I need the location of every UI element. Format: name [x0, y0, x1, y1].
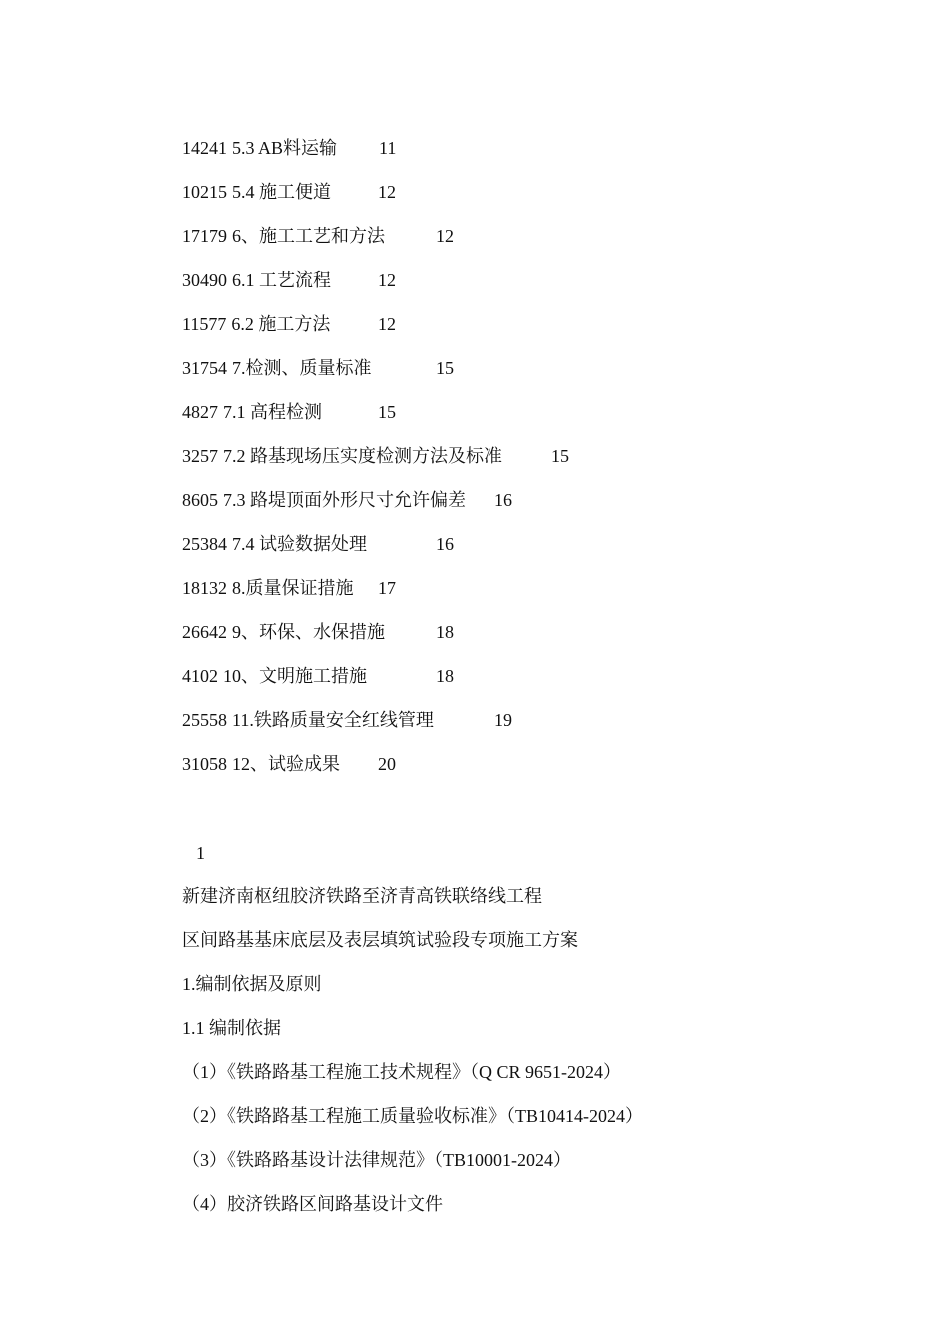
toc-page-number: 17 — [378, 578, 396, 598]
reference-item: （1）《铁路路基工程施工技术规程》（Q CR 9651-2024） — [182, 1062, 622, 1082]
toc-entry — [182, 135, 397, 161]
toc-page-number: 15 — [378, 402, 396, 422]
reference-item: （3）《铁路路基设计法律规范》（TB10001-2024） — [182, 1150, 571, 1170]
toc-entry — [182, 575, 396, 601]
document-title: 区间路基基床底层及表层填筑试验段专项施工方案 — [182, 930, 578, 950]
toc-page-number: 16 — [436, 534, 454, 554]
toc-entry — [182, 223, 454, 249]
toc-entry — [182, 443, 569, 469]
toc-page-number: 12 — [378, 314, 396, 334]
toc-code: 25558 — [182, 710, 227, 730]
subsection-heading: 1.1 编制依据 — [182, 1018, 281, 1038]
project-title: 新建济南枢纽胶济铁路至济青高铁联络线工程 — [182, 886, 542, 906]
toc-entry — [182, 267, 396, 293]
toc-title: 12、试验成果 — [232, 754, 340, 774]
toc-page-number: 16 — [494, 490, 512, 510]
toc-entry — [182, 179, 396, 205]
toc-entry — [182, 355, 454, 381]
toc-page-number: 12 — [436, 226, 454, 246]
toc-code: 3257 — [182, 446, 218, 466]
toc-code: 4102 — [182, 666, 218, 686]
toc-page-number: 19 — [494, 710, 512, 730]
toc-code: 8605 — [182, 490, 218, 510]
reference-item: （4）胶济铁路区间路基设计文件 — [182, 1194, 443, 1214]
toc-entry — [182, 619, 454, 645]
toc-title: 5.3 AB料运输 — [232, 138, 338, 158]
toc-code: 18132 — [182, 578, 227, 598]
toc-title: 7.检测、质量标准 — [232, 358, 372, 378]
toc-entry — [182, 487, 512, 513]
toc-entry — [182, 663, 454, 689]
toc-code: 26642 — [182, 622, 227, 642]
toc-entry — [182, 531, 454, 557]
toc-title: 6、施工工艺和方法 — [232, 226, 385, 246]
toc-title: 7.3 路堤顶面外形尺寸允许偏差 — [223, 490, 466, 510]
toc-entry — [182, 399, 396, 425]
toc-code: 31754 — [182, 358, 227, 378]
page-number: 1 — [196, 843, 205, 863]
toc-title: 8.质量保证措施 — [232, 578, 354, 598]
toc-code: 10215 — [182, 182, 227, 202]
toc-title: 7.1 高程检测 — [223, 402, 322, 422]
reference-item: （2）《铁路路基工程施工质量验收标准》（TB10414-2024） — [182, 1106, 643, 1126]
toc-page-number: 15 — [436, 358, 454, 378]
toc-page-number: 11 — [379, 138, 397, 158]
toc-title: 11.铁路质量安全红线管理 — [232, 710, 434, 730]
toc-page-number: 12 — [378, 270, 396, 290]
toc-title: 7.2 路基现场压实度检测方法及标准 — [223, 446, 502, 466]
toc-title: 6.1 工艺流程 — [232, 270, 331, 290]
toc-code: 14241 — [182, 138, 227, 158]
toc-code: 17179 — [182, 226, 227, 246]
toc-title: 7.4 试验数据处理 — [232, 534, 367, 554]
toc-code: 25384 — [182, 534, 227, 554]
toc-code: 4827 — [182, 402, 218, 422]
section-heading: 1.编制依据及原则 — [182, 974, 322, 994]
toc-title: 10、文明施工措施 — [223, 666, 367, 686]
toc-page-number: 18 — [436, 666, 454, 686]
toc-page-number: 12 — [378, 182, 396, 202]
toc-page-number: 15 — [551, 446, 569, 466]
toc-entry — [182, 707, 512, 733]
toc-entry — [182, 311, 396, 337]
toc-page-number: 20 — [378, 754, 396, 774]
toc-entry — [182, 751, 396, 777]
toc-code: 30490 — [182, 270, 227, 290]
toc-title: 5.4 施工便道 — [232, 182, 331, 202]
toc-title: 6.2 施工方法 — [231, 314, 331, 334]
toc-code: 11577 — [182, 314, 227, 334]
toc-code: 31058 — [182, 754, 227, 774]
toc-title: 9、环保、水保措施 — [232, 622, 385, 642]
toc-page-number: 18 — [436, 622, 454, 642]
